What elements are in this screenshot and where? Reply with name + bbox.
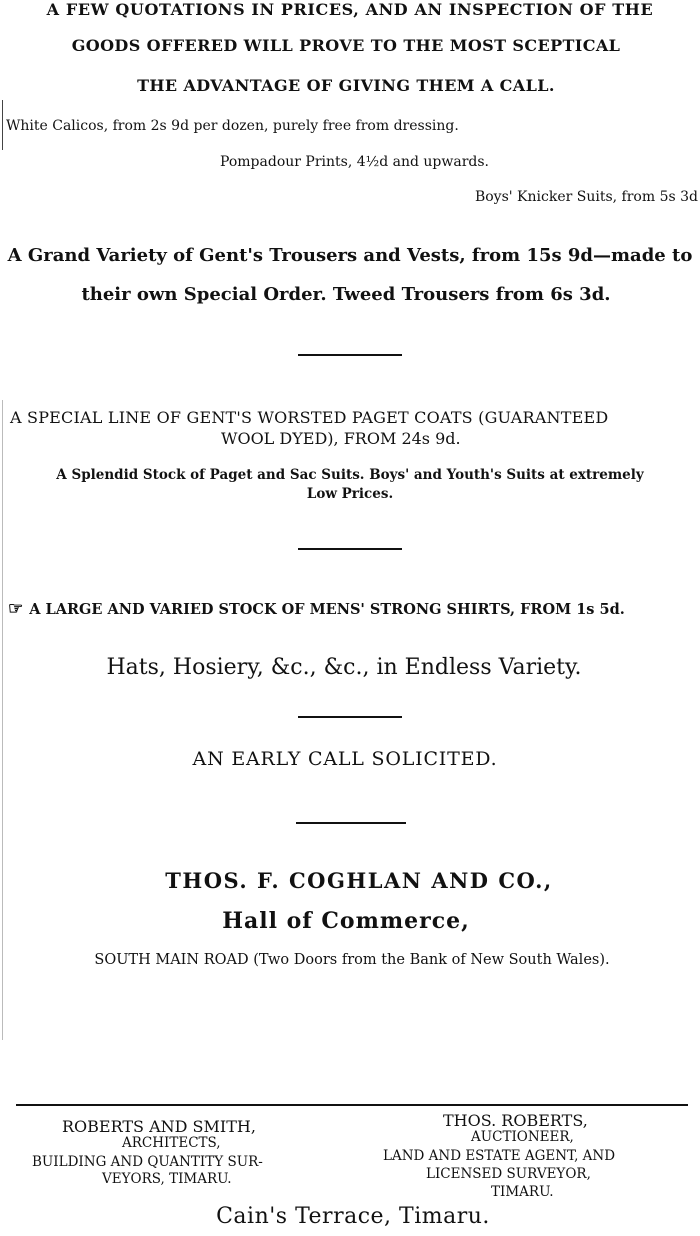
trousers-line-2: their own Special Order. Tweed Trousers from 6s 3d. xyxy=(81,284,611,305)
shirts-text: A LARGE AND VARIED STOCK OF MENS' STRONG SHIRTS, FROM 1s 5d. xyxy=(29,601,625,618)
company-name: THOS. F. COGHLAN AND CO., xyxy=(165,868,553,893)
divider-2 xyxy=(298,548,402,550)
footer-left-name: ROBERTS AND SMITH, xyxy=(62,1117,256,1136)
hats-line: Hats, Hosiery, &c., &c., in Endless Variety. xyxy=(106,655,582,680)
footer-left-line-1: ARCHITECTS, xyxy=(122,1135,221,1151)
footer-address: Cain's Terrace, Timaru. xyxy=(216,1204,490,1229)
footer-right-line-3: LICENSED SURVEYOR, xyxy=(426,1166,591,1182)
footer-right-line-4: TIMARU. xyxy=(491,1184,554,1200)
footer-top-rule xyxy=(16,1104,688,1106)
paget-line-3: A Splendid Stock of Paget and Sac Suits. Boys' and Youth's Suits at extremely xyxy=(56,467,644,483)
company-hall: Hall of Commerce, xyxy=(222,908,470,934)
intro-line-2: GOODS OFFERED WILL PROVE TO THE MOST SCEPTICAL xyxy=(71,36,621,55)
early-call-line: AN EARLY CALL SOLICITED. xyxy=(192,748,498,770)
divider-1 xyxy=(298,354,402,356)
intro-line-1: A FEW QUOTATIONS IN PRICES, AND AN INSPECTION OF THE xyxy=(46,0,654,19)
paget-line-2: WOOL DYED), FROM 24s 9d. xyxy=(221,429,461,448)
trousers-line-1: A Grand Variety of Gent's Trousers and Vests, from 15s 9d—made to xyxy=(7,245,693,266)
footer-right-name: THOS. ROBERTS, xyxy=(443,1111,588,1130)
pointing-hand-icon: ☞ xyxy=(8,599,24,619)
footer-left-line-2: BUILDING AND QUANTITY SUR- xyxy=(32,1154,263,1170)
paget-line-1: A SPECIAL LINE OF GENT'S WORSTED PAGET COATS (GUARANTEED xyxy=(10,408,609,427)
paget-line-4: Low Prices. xyxy=(306,486,394,502)
footer-left-line-3: VEYORS, TIMARU. xyxy=(102,1171,232,1187)
divider-4 xyxy=(296,822,406,824)
company-address: SOUTH MAIN ROAD (Two Doors from the Bank of New South Wales). xyxy=(94,952,610,968)
calicos-item: White Calicos, from 2s 9d per dozen, purely free from dressing. xyxy=(6,118,459,134)
intro-line-3: THE ADVANTAGE OF GIVING THEM A CALL. xyxy=(137,76,555,95)
footer-right-line-2: LAND AND ESTATE AGENT, AND xyxy=(383,1148,616,1164)
divider-3 xyxy=(298,716,402,718)
knicker-item: Boys' Knicker Suits, from 5s 3d xyxy=(474,189,698,205)
footer-right-line-1: AUCTIONEER, xyxy=(471,1129,574,1145)
shirts-line xyxy=(8,601,625,618)
prints-item: Pompadour Prints, 4½d and upwards. xyxy=(220,154,489,170)
left-column-line xyxy=(2,100,3,150)
